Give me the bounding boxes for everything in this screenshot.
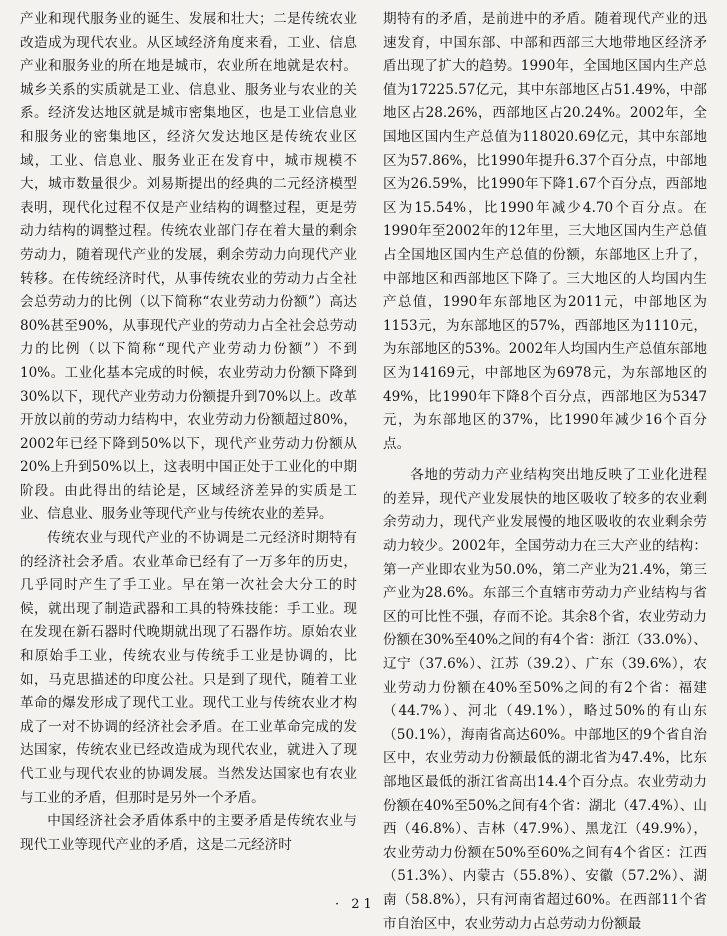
- paragraph-right-2: 各地的劳动力产业结构突出地反映了工业化进程的差异，现代产业发展快的地区吸收了较多的农业剩余劳动力，现代产业发展慢的地区吸收的农业剩余劳动力较少。2002年，全国劳动力在三大产业的结构：第一产业即农业为50.0%，第二产业为21.4%，第三产业为28.6%。东部三个直辖市劳动力产业结构与省区的可比性不强，存而不论。其余8个省，农业劳动力份额在30%至40%之间的有4个省：浙江（33.0%）、辽宁（37.6%）、江苏（39.2）、广东（39.6%），农业劳动力份额在40%至50%之间的有2个省：福建（44.7%）、河北（49.1%），略过50%的有山东（50.1%），海南省高达60%。中部地区的9个省自治区中，农业劳动力份额最低的湖北省为47.4%，比东部地区最低的浙江省高出14.4个百分点。农业劳动力份额在40%至50%之间有4个省：湖北（47.4%）、山西（46.8%）、吉林（47.9%）、黑龙江（49.9%），农业劳动力份额在50%至60%之间有4个省区：江西（51.3%）、内蒙古（55.8%）、安徽（57.2%）、湖南（58.8%），只有河南省超过60%。在西部11个省市自治区中，农业劳动力占总劳动力份额最: [383, 467, 707, 932]
- left-column: [20, 8, 357, 857]
- right-column: [383, 8, 707, 936]
- paragraph-right-1: 期特有的矛盾，是前进中的矛盾。随着现代产业的迅速发育，中国东部、中部和西部三大地带地区经济矛盾出现了扩大的趋势。1990年，全国地区国内生产总值为17225.57亿元，其中东部地区占51.49%，中部地区占28.26%，西部地区占20.24%。2002年，全国地区国内生产总值为118020.69亿元，其中东部地区为57.86%，比1990年提升6.37个百分点，中部地区为26.59%，比1990年下降1.67个百分点，西部地区为15.54%，比1990年减少4.70个百分点。在1990年至2002年的12年里，三大地区国内生产总值占全国地区国内生产总值的份额，东部地区上升了，中部地区和西部地区下降了。三大地区的人均国内生产总值，1990年东部地区为2011元，中部地区为1153元，为东部地区的57%，西部地区为1110元，为东部地区的53%。2002年人均国内生产总值东部地区为14169元，中部地区为6978元，为东部地区的49%，比1990年下降8个百分点，西部地区为5347元，为东部地区的37%，比1990年减少16个百分点。: [383, 11, 707, 452]
- paragraph-left-2: 传统农业与现代产业的不协调是二元经济时期特有的经济社会矛盾。农业革命已经有了一万多年的历史，几乎同时产生了手工业。早在第一次社会大分工的时候，就出现了制造武器和工具的特殊技能：手工业。现在发现在新石器时代晚期就出现了石器作坊。原始农业和原始手工业，传统农业与传统手工业是协调的，比如，马克思描述的印度公社。只是到了现代，随着工业革命的爆发形成了现代工业。现代工业与传统农业才构成了一对不协调的经济社会矛盾。在工业革命完成的发达国家，传统农业已经改造成为现代农业，就进入了现代工业与现代农业的协调发展。当然发达国家也有农业与工业的矛盾，但那时是另外一个矛盾。: [20, 530, 357, 806]
- page-number: · 21 ·: [334, 897, 393, 912]
- paragraph-left-1: 产业和现代服务业的诞生、发展和壮大；二是传统农业改造成为现代农业。从区域经济角度来看，工业、信息产业和服务业的所在地是城市，农业所在地就是农村。城乡关系的实质就是工业、信息业、服务业与农业的关系。经济发达地区就是城市密集地区，也是工业信息业和服务业的密集地区，经济欠发达地区是传统农业区域，工业、信息业、服务业正在发育中，城市规模不大，城市数量很少。刘易斯提出的经典的二元经济模型表明，现代化过程不仅是产业结构的调整过程，更是劳动力结构的调整过程。传统农业部门存在着大量的剩余劳动力，随着现代产业的发展，剩余劳动力向现代产业转移。在传统经济时代，从事传统农业的劳动力占全社会总劳动力的比例（以下简称“农业劳动力份额”）高达80%甚至90%，从事现代产业的劳动力占全社会总劳动力的比例（以下简称“现代产业劳动力份额”）不到10%。工业化基本完成的时候，农业劳动力份额下降到30%以下，现代产业劳动力份额提升到70%以上。改革开放以前的劳动力结构中，农业劳动力份额超过80%，2002年已经下降到50%以下，现代产业劳动力份额从20%上升到50%以上，这表明中国正处于工业化的中期阶段。由此得出的结论是，区域经济差异的实质是工业、信息业、服务业等现代产业与传统农业的差异。: [20, 11, 357, 523]
- paragraph-left-3: 中国经济社会矛盾体系中的主要矛盾是传统农业与现代工业等现代产业的矛盾，这是二元经济时: [20, 813, 357, 853]
